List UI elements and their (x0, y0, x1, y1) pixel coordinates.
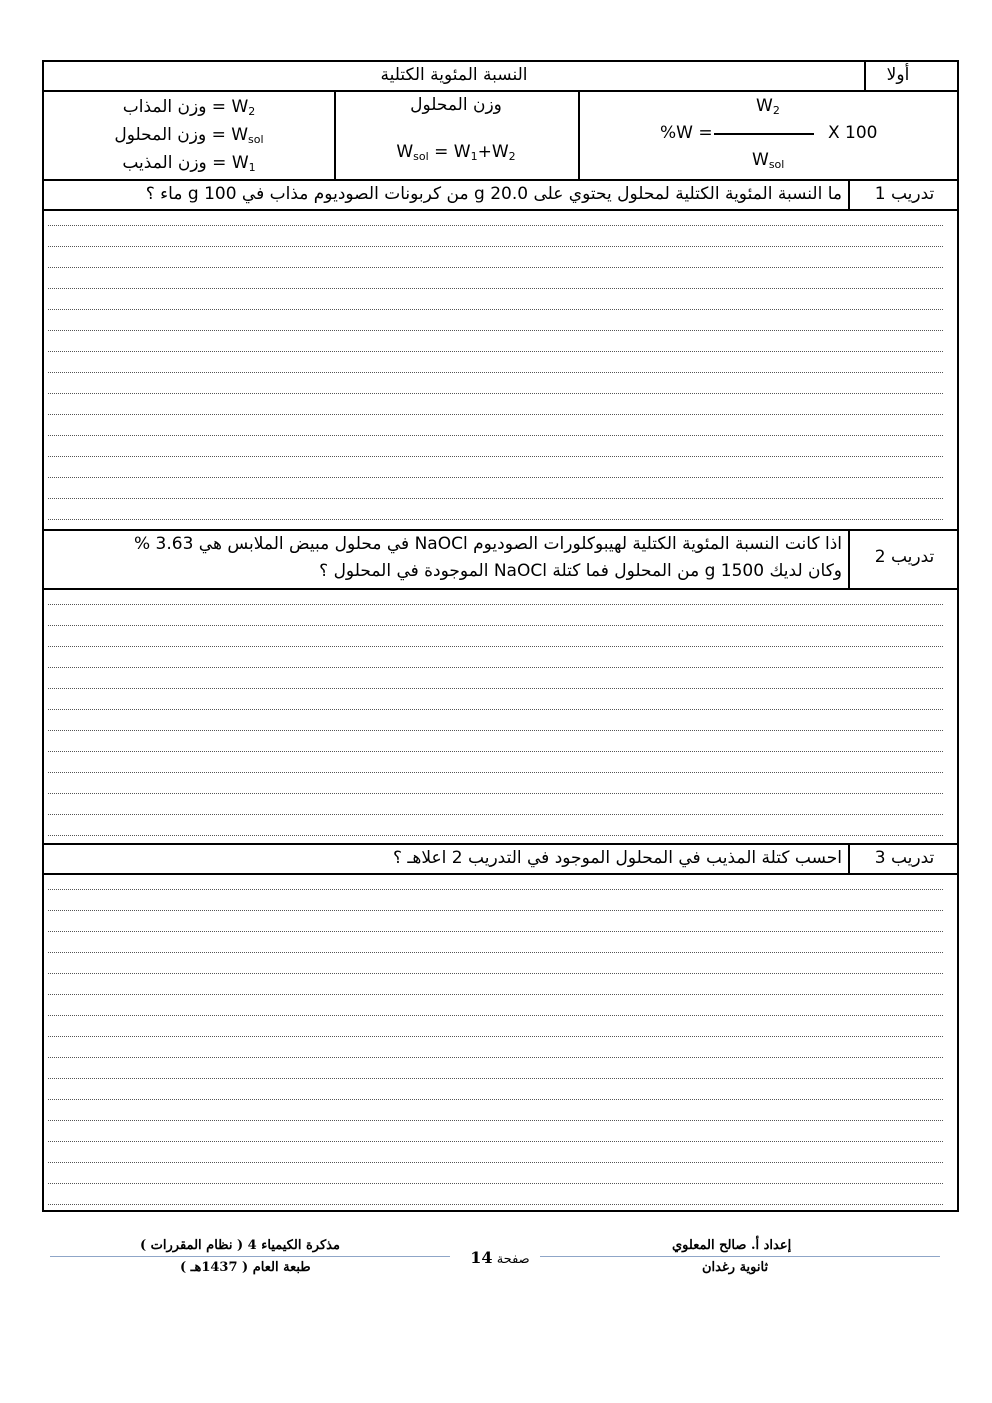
formula-denominator: $W_{sol}$ (752, 150, 785, 171)
answer-line (48, 625, 943, 626)
answer-line (48, 477, 943, 478)
answer-line (48, 435, 943, 436)
answer-line (48, 1120, 943, 1121)
answer-line (48, 772, 943, 773)
answer-line (48, 835, 943, 836)
answer-line (48, 330, 943, 331)
answer-line (48, 910, 943, 911)
exercise-2-row (44, 531, 957, 590)
answer-line (48, 1204, 943, 1205)
page-footer (0, 1230, 992, 1290)
answer-line (48, 519, 943, 520)
exercise-2-question-line-1: اذا كانت النسبة المئوية الكتلية لهيبوكلورات الصوديوم NaOCl في محلول مبيض الملابس هي 3.63 % (133, 534, 842, 554)
definitions-row (44, 92, 957, 181)
section-label: أولا (886, 65, 910, 85)
exercise-1-label: تدريب 1 (874, 184, 935, 204)
answer-line (48, 351, 943, 352)
legend-w1: = وزن المذيب $W_1$ (122, 153, 256, 174)
answer-line (48, 994, 943, 995)
answer-line (48, 267, 943, 268)
footer-rule-left (50, 1256, 450, 1257)
header-row (44, 62, 957, 92)
answer-line (48, 709, 943, 710)
answer-line (48, 309, 943, 310)
page-title: النسبة المئوية الكتلية (380, 65, 528, 85)
answer-line (48, 667, 943, 668)
answer-line (48, 456, 943, 457)
answer-line (48, 604, 943, 605)
footer-author: إعداد أ. صالح المعلوي (672, 1238, 792, 1253)
exercise-2-question-line-2: وكان لديك 1500 g من المحلول فما كتلة NaOCl الموجودة في المحلول ؟ (319, 561, 842, 581)
answer-line (48, 688, 943, 689)
solution-weight-label: وزن المحلول (410, 95, 502, 115)
answer-line (48, 225, 943, 226)
answer-line (48, 889, 943, 890)
answer-line (48, 1036, 943, 1037)
legend-w2: = وزن المذاب $W_2$ (122, 97, 256, 118)
legend-wsol: = وزن المحلول $W_{sol}$ (114, 125, 264, 146)
answer-line (48, 646, 943, 647)
solution-weight-equation: $W_{sol} = W_1+W_2$ (396, 142, 516, 163)
footer-school: ثانوية رغدان (702, 1260, 769, 1275)
answer-line (48, 931, 943, 932)
answer-line (48, 1078, 943, 1079)
answer-line (48, 793, 943, 794)
answer-line (48, 814, 943, 815)
exercise-1-question: ما النسبة المئوية الكتلية لمحلول يحتوي على 20.0 g من كربونات الصوديوم مذاب في 100 g ماء ؟ (145, 184, 842, 204)
answer-line (48, 498, 943, 499)
answer-line (48, 1099, 943, 1100)
answer-line (48, 751, 943, 752)
answer-line (48, 1162, 943, 1163)
answer-line (48, 1183, 943, 1184)
exercise-1-row (44, 181, 957, 211)
footer-rule-right (540, 1256, 940, 1257)
formula-lhs: %W = (660, 123, 713, 143)
answer-line (48, 1057, 943, 1058)
exercise-3-row (44, 845, 957, 875)
answer-line (48, 952, 943, 953)
answer-line (48, 1141, 943, 1142)
mass-percent-formula (578, 92, 957, 181)
exercise-3-label: تدريب 3 (874, 848, 935, 868)
exercise-3-question: احسب كتلة المذيب في المحلول الموجود في التدريب 2 اعلاهـ ؟ (392, 848, 842, 868)
answer-line (48, 973, 943, 974)
answer-line (48, 1015, 943, 1016)
exercise-3-answer-area[interactable] (44, 875, 957, 1210)
footer-page: صفحة 14 (470, 1248, 530, 1267)
answer-line (48, 246, 943, 247)
answer-line (48, 288, 943, 289)
exercise-1-answer-area[interactable] (44, 211, 957, 531)
exercise-2-label: تدريب 2 (874, 547, 935, 567)
answer-line (48, 730, 943, 731)
formula-numerator: $W_2$ (756, 96, 780, 117)
answer-line (48, 414, 943, 415)
exercise-2-answer-area[interactable] (44, 590, 957, 845)
footer-course: مذكرة الكيمياء 4 ( نظام المقررات ) (140, 1238, 340, 1253)
answer-line (48, 393, 943, 394)
footer-edition: طبعة العام ( 1437هـ ) (180, 1260, 311, 1275)
fraction-bar (714, 133, 814, 135)
worksheet-table (42, 60, 959, 1212)
formula-rhs: X 100 (828, 123, 878, 143)
answer-line (48, 372, 943, 373)
